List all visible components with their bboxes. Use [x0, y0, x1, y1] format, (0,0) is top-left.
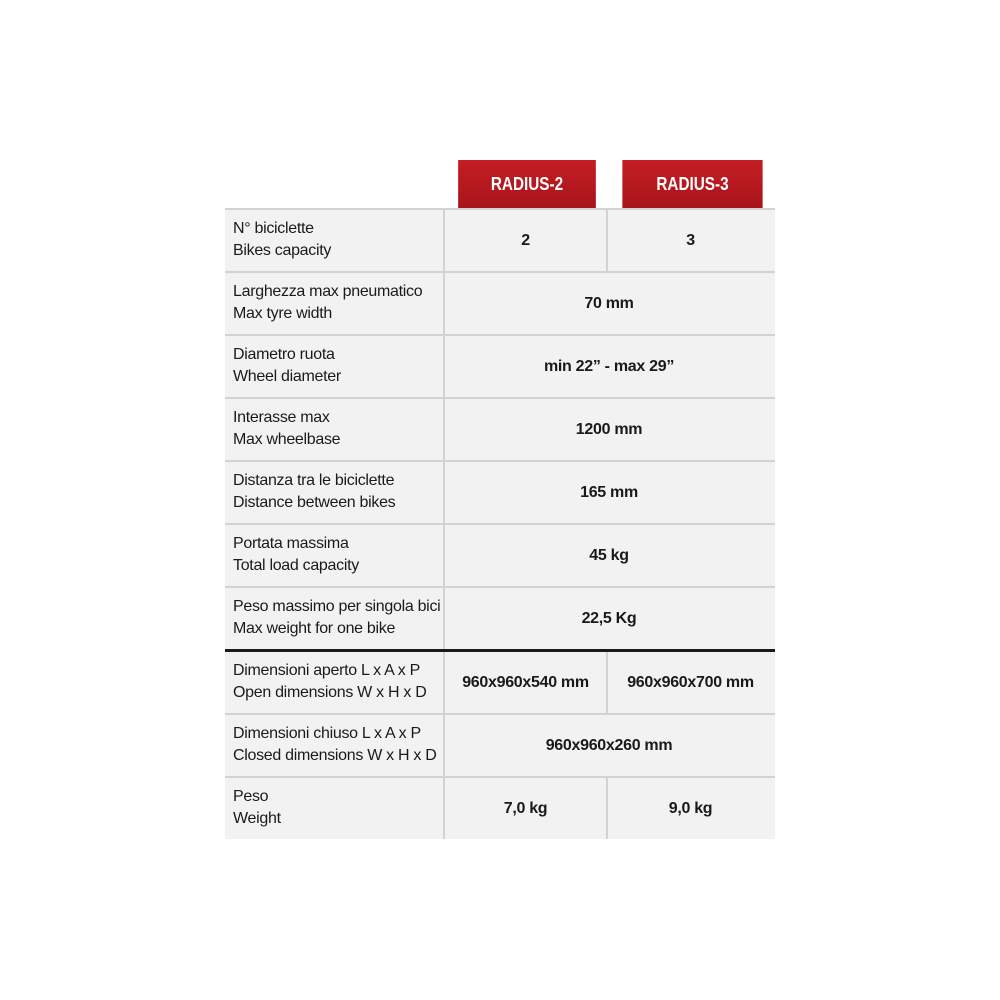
value-radius-3: 3	[686, 231, 695, 249]
row-label	[225, 778, 445, 839]
value-shared: min 22” - max 29”	[543, 357, 675, 375]
table-header	[225, 160, 775, 208]
label-italian: Portata massima	[233, 535, 349, 552]
table-row	[225, 399, 775, 462]
label-english: Max weight for one bike	[233, 620, 396, 637]
value-radius-2: 7,0 kg	[445, 778, 608, 839]
value-shared: 960x960x260 mm	[545, 736, 673, 754]
row-label	[225, 588, 445, 649]
table-row	[225, 336, 775, 399]
label-english: Weight	[233, 810, 281, 827]
value-shared: 22,5 Kg	[581, 609, 637, 627]
value-shared: 70 mm	[584, 294, 634, 312]
label-english: Max wheelbase	[233, 431, 341, 448]
row-label	[225, 715, 445, 776]
row-label	[225, 652, 445, 713]
label-english: Bikes capacity	[233, 242, 332, 259]
label-italian: Dimensioni chiuso L x A x P	[233, 725, 421, 742]
header-radius-2: RADIUS-2	[458, 160, 596, 208]
row-label	[225, 336, 445, 397]
value-shared: 1200 mm	[575, 420, 643, 438]
label-italian: Interasse max	[233, 409, 330, 426]
label-italian: N° biciclette	[233, 220, 314, 237]
label-english: Total load capacity	[233, 557, 359, 574]
label-italian: Diametro ruota	[233, 346, 335, 363]
label-english: Distance between bikes	[233, 494, 396, 511]
table-row	[225, 778, 775, 839]
table-row	[225, 715, 775, 778]
table-row	[225, 652, 775, 715]
header-radius-3: RADIUS-3	[622, 160, 762, 208]
table-row	[225, 462, 775, 525]
table-row	[225, 525, 775, 588]
label-english: Max tyre width	[233, 305, 332, 322]
value-radius-2: 2	[445, 210, 608, 271]
spec-table	[225, 160, 775, 839]
label-english: Open dimensions W x H x D	[233, 684, 427, 701]
row-label	[225, 210, 445, 271]
value-shared: 165 mm	[580, 483, 638, 501]
row-label	[225, 462, 445, 523]
header-blank-cell	[225, 160, 446, 208]
row-label	[225, 273, 445, 334]
value-radius-3: 9,0 kg	[668, 799, 713, 817]
label-italian: Distanza tra le biciclette	[233, 472, 395, 489]
table-row	[225, 208, 775, 273]
value-shared: 45 kg	[589, 546, 629, 564]
label-italian: Peso	[233, 788, 269, 805]
label-italian: Peso massimo per singola bici	[233, 598, 441, 615]
value-radius-2: 960x960x540 mm	[445, 652, 608, 713]
value-radius-3: 960x960x700 mm	[627, 673, 754, 691]
table-row	[225, 588, 775, 652]
table-row	[225, 273, 775, 336]
label-italian: Larghezza max pneumatico	[233, 283, 423, 300]
row-label	[225, 525, 445, 586]
row-label	[225, 399, 445, 460]
label-english: Wheel diameter	[233, 368, 341, 385]
label-english: Closed dimensions W x H x D	[233, 747, 437, 764]
label-italian: Dimensioni aperto L x A x P	[233, 662, 420, 679]
